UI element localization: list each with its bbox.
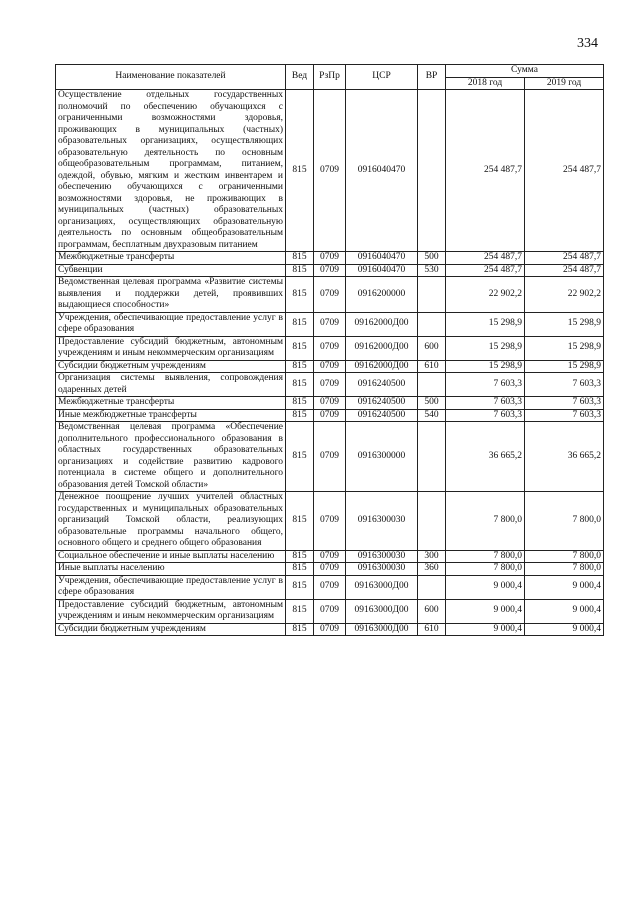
table-row — [56, 492, 604, 551]
cell-sum-2019: 7 800,0 — [525, 550, 604, 563]
table-row — [56, 373, 604, 397]
header-vr: ВР — [418, 65, 446, 90]
cell-csr: 09162000Д00 — [346, 312, 418, 336]
table-row — [56, 312, 604, 336]
cell-name: Межбюджетные трансферты — [56, 397, 286, 410]
header-sum: Сумма — [446, 65, 604, 78]
cell-csr: 0916300030 — [346, 550, 418, 563]
cell-vr: 600 — [418, 336, 446, 360]
table-row — [56, 409, 604, 422]
cell-sum-2018: 7 603,3 — [446, 373, 525, 397]
cell-name: Субсидии бюджетным учреждениям — [56, 623, 286, 636]
header-year-2018: 2018 год — [446, 77, 525, 90]
cell-vr: 500 — [418, 397, 446, 410]
cell-csr: 09163000Д00 — [346, 623, 418, 636]
cell-vr: 610 — [418, 623, 446, 636]
cell-sum-2019: 36 665,2 — [525, 422, 604, 492]
cell-rzpr: 0709 — [314, 623, 346, 636]
cell-ved: 815 — [286, 360, 314, 373]
cell-sum-2018: 9 000,4 — [446, 575, 525, 599]
cell-sum-2018: 15 298,9 — [446, 360, 525, 373]
cell-rzpr: 0709 — [314, 599, 346, 623]
cell-csr: 09162000Д00 — [346, 336, 418, 360]
cell-sum-2019: 15 298,9 — [525, 360, 604, 373]
cell-sum-2019: 254 487,7 — [525, 90, 604, 252]
cell-sum-2019: 15 298,9 — [525, 312, 604, 336]
cell-sum-2019: 254 487,7 — [525, 264, 604, 277]
cell-sum-2018: 254 487,7 — [446, 90, 525, 252]
cell-csr: 0916300030 — [346, 563, 418, 576]
cell-ved: 815 — [286, 575, 314, 599]
header-rzpr: РзПр — [314, 65, 346, 90]
cell-ved: 815 — [286, 373, 314, 397]
cell-vr: 300 — [418, 550, 446, 563]
table-row — [56, 599, 604, 623]
cell-csr: 09163000Д00 — [346, 575, 418, 599]
cell-rzpr: 0709 — [314, 252, 346, 265]
table-row — [56, 90, 604, 252]
cell-csr: 09163000Д00 — [346, 599, 418, 623]
cell-sum-2018: 15 298,9 — [446, 312, 525, 336]
cell-name: Учреждения, обеспечивающие предоставление услуг в сфере образования — [56, 312, 286, 336]
cell-vr: 360 — [418, 563, 446, 576]
cell-vr — [418, 492, 446, 551]
cell-sum-2019: 22 902,2 — [525, 277, 604, 313]
cell-sum-2019: 9 000,4 — [525, 599, 604, 623]
cell-sum-2018: 36 665,2 — [446, 422, 525, 492]
header-ved: Вед — [286, 65, 314, 90]
cell-sum-2018: 22 902,2 — [446, 277, 525, 313]
cell-rzpr: 0709 — [314, 492, 346, 551]
cell-vr — [418, 90, 446, 252]
cell-vr — [418, 422, 446, 492]
cell-name: Субвенции — [56, 264, 286, 277]
table-row — [56, 264, 604, 277]
table-row — [56, 623, 604, 636]
cell-sum-2019: 254 487,7 — [525, 252, 604, 265]
cell-csr: 0916240500 — [346, 397, 418, 410]
cell-ved: 815 — [286, 252, 314, 265]
table-row — [56, 360, 604, 373]
table-row — [56, 422, 604, 492]
cell-name: Ведомственная целевая программа «Обеспечение дополнительного профессионального образования в областных государственных образовательных организациях и содействие развитию кадрового потенциала в системе общего и дополнительного образования детей Томской области» — [56, 422, 286, 492]
cell-name: Осуществление отдельных государственных полномочий по обеспечению обучающихся с ограниченными возможностями здоровья, проживающих в муниципальных (частных) образовательных организациях, осуществляющих образовательную деятельность по основным общеобразовательным программам, питанием, одеждой, обувью, мягким и жестким инвентарем и обеспечению обучающихся с ограниченными возможностями здоровья, не проживающих в муниципальных (частных) образовательных организациях, осуществляющих образовательную деятельность по основным общеобразовательным программам, бесплатным двухразовым питанием — [56, 90, 286, 252]
cell-ved: 815 — [286, 563, 314, 576]
table-row — [56, 563, 604, 576]
cell-name: Организация системы выявления, сопровождения одаренных детей — [56, 373, 286, 397]
cell-ved: 815 — [286, 312, 314, 336]
table-row — [56, 575, 604, 599]
cell-csr: 0916240500 — [346, 409, 418, 422]
cell-name: Учреждения, обеспечивающие предоставление услуг в сфере образования — [56, 575, 286, 599]
cell-sum-2018: 254 487,7 — [446, 264, 525, 277]
cell-ved: 815 — [286, 277, 314, 313]
cell-sum-2019: 7 800,0 — [525, 492, 604, 551]
cell-rzpr: 0709 — [314, 90, 346, 252]
cell-rzpr: 0709 — [314, 277, 346, 313]
cell-ved: 815 — [286, 409, 314, 422]
table-row — [56, 550, 604, 563]
cell-csr: 0916040470 — [346, 264, 418, 277]
cell-sum-2018: 9 000,4 — [446, 599, 525, 623]
table-row — [56, 277, 604, 313]
cell-ved: 815 — [286, 623, 314, 636]
cell-vr: 530 — [418, 264, 446, 277]
cell-sum-2019: 7 603,3 — [525, 409, 604, 422]
cell-csr: 0916040470 — [346, 90, 418, 252]
cell-ved: 815 — [286, 264, 314, 277]
cell-rzpr: 0709 — [314, 360, 346, 373]
cell-name: Иные межбюджетные трансферты — [56, 409, 286, 422]
cell-vr: 610 — [418, 360, 446, 373]
cell-sum-2019: 9 000,4 — [525, 575, 604, 599]
cell-sum-2019: 7 603,3 — [525, 397, 604, 410]
cell-sum-2018: 7 800,0 — [446, 550, 525, 563]
cell-name: Денежное поощрение лучших учителей областных государственных и муниципальных образовательных организаций Томской области, реализующих образовательные программы начального общего, основного общего и среднего общего образования — [56, 492, 286, 551]
cell-vr: 500 — [418, 252, 446, 265]
cell-vr — [418, 277, 446, 313]
cell-sum-2018: 7 800,0 — [446, 563, 525, 576]
cell-name: Иные выплаты населению — [56, 563, 286, 576]
cell-rzpr: 0709 — [314, 409, 346, 422]
cell-vr: 540 — [418, 409, 446, 422]
cell-rzpr: 0709 — [314, 422, 346, 492]
cell-name: Ведомственная целевая программа «Развитие системы выявления и поддержки детей, проявивших выдающиеся способности» — [56, 277, 286, 313]
cell-rzpr: 0709 — [314, 312, 346, 336]
cell-rzpr: 0709 — [314, 550, 346, 563]
cell-name: Субсидии бюджетным учреждениям — [56, 360, 286, 373]
cell-vr — [418, 312, 446, 336]
header-csr: ЦСР — [346, 65, 418, 90]
page-number: 334 — [577, 36, 598, 51]
cell-name: Социальное обеспечение и иные выплаты населению — [56, 550, 286, 563]
header-year-2019: 2019 год — [525, 77, 604, 90]
cell-csr: 09162000Д00 — [346, 360, 418, 373]
table-row — [56, 252, 604, 265]
budget-table — [55, 64, 604, 636]
cell-sum-2019: 15 298,9 — [525, 336, 604, 360]
cell-sum-2018: 7 603,3 — [446, 409, 525, 422]
cell-ved: 815 — [286, 492, 314, 551]
cell-vr — [418, 373, 446, 397]
cell-csr: 0916040470 — [346, 252, 418, 265]
cell-sum-2019: 9 000,4 — [525, 623, 604, 636]
cell-vr — [418, 575, 446, 599]
table-row — [56, 336, 604, 360]
cell-rzpr: 0709 — [314, 397, 346, 410]
cell-rzpr: 0709 — [314, 264, 346, 277]
cell-sum-2018: 254 487,7 — [446, 252, 525, 265]
table-header — [56, 65, 604, 90]
cell-csr: 0916300000 — [346, 422, 418, 492]
cell-sum-2018: 9 000,4 — [446, 623, 525, 636]
cell-csr: 0916200000 — [346, 277, 418, 313]
cell-rzpr: 0709 — [314, 373, 346, 397]
cell-name: Предоставление субсидий бюджетным, автономным учреждениям и иным некоммерческим организациям — [56, 599, 286, 623]
cell-rzpr: 0709 — [314, 336, 346, 360]
cell-name: Межбюджетные трансферты — [56, 252, 286, 265]
header-name: Наименование показателей — [56, 65, 286, 90]
cell-csr: 0916300030 — [346, 492, 418, 551]
cell-sum-2019: 7 603,3 — [525, 373, 604, 397]
cell-ved: 815 — [286, 397, 314, 410]
cell-csr: 0916240500 — [346, 373, 418, 397]
cell-rzpr: 0709 — [314, 563, 346, 576]
cell-sum-2018: 7 800,0 — [446, 492, 525, 551]
cell-sum-2018: 7 603,3 — [446, 397, 525, 410]
cell-vr: 600 — [418, 599, 446, 623]
cell-ved: 815 — [286, 422, 314, 492]
table-row — [56, 397, 604, 410]
cell-ved: 815 — [286, 599, 314, 623]
cell-ved: 815 — [286, 90, 314, 252]
cell-rzpr: 0709 — [314, 575, 346, 599]
cell-ved: 815 — [286, 336, 314, 360]
table-body — [56, 90, 604, 636]
cell-sum-2018: 15 298,9 — [446, 336, 525, 360]
cell-name: Предоставление субсидий бюджетным, автономным учреждениям и иным некоммерческим организациям — [56, 336, 286, 360]
cell-sum-2019: 7 800,0 — [525, 563, 604, 576]
cell-ved: 815 — [286, 550, 314, 563]
